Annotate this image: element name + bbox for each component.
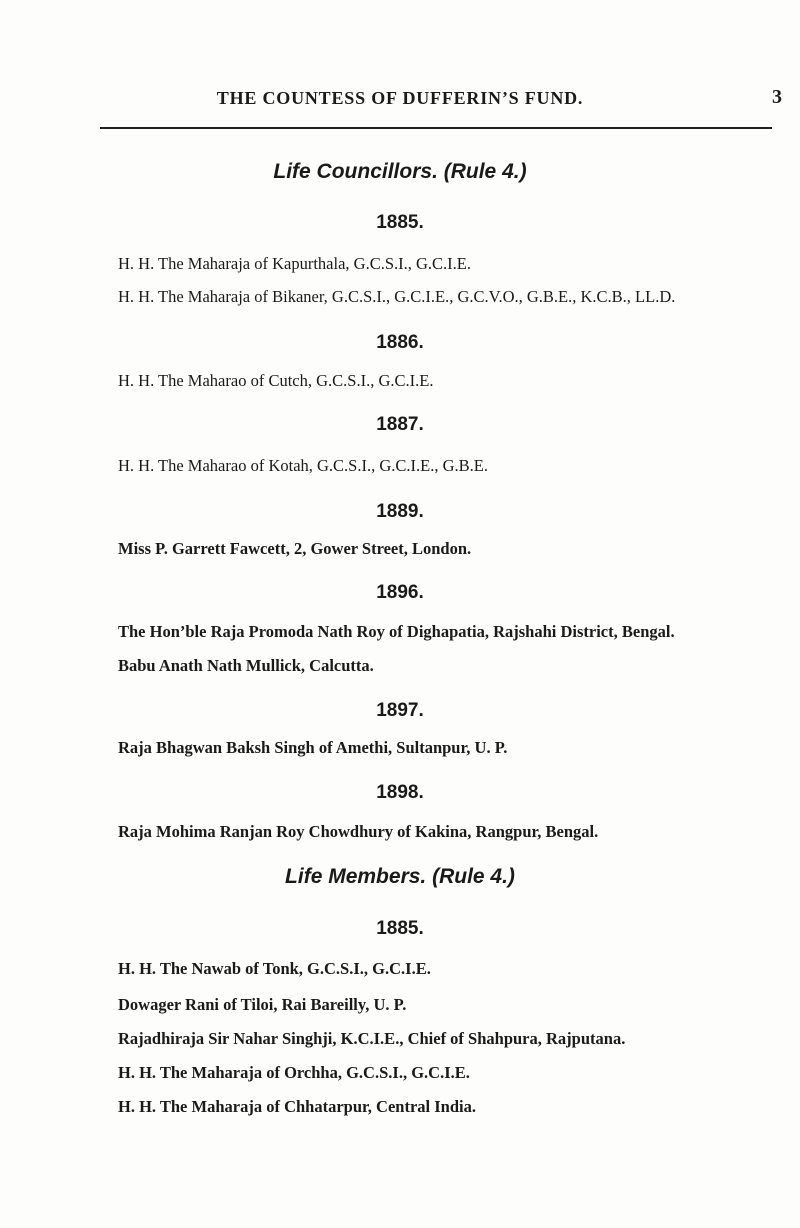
year-heading: 1897. [376,700,424,721]
year-heading: 1887. [376,414,424,435]
entry: Rajadhiraja Sir Nahar Singhji, K.C.I.E., Chief of Shahpura, Rajputana. [118,1029,626,1048]
running-title: THE COUNTESS OF DUFFERIN’S FUND. [216,88,584,108]
entry: Babu Anath Nath Mullick, Calcutta. [118,656,374,675]
entry: H. H. The Maharaja of Bikaner, G.C.S.I., G.C.I.E., G.C.V.O., G.B.E., K.C.B., LL.D. [118,287,676,306]
header-rule [100,127,772,129]
entry: H. H. The Maharaja of Chhatarpur, Central India. [118,1097,476,1116]
entry: Miss P. Garrett Fawcett, 2, Gower Street, London. [118,539,472,558]
page-number: 3 [772,86,782,108]
year-heading: 1885. [376,918,424,939]
entry: H. H. The Maharao of Kotah, G.C.S.I., G.C.I.E., G.B.E. [118,456,488,475]
entry: The Hon’ble Raja Promoda Nath Roy of Dighapatia, Rajshahi District, Bengal. [118,622,675,641]
entry: H. H. The Maharaja of Orchha, G.C.S.I., G.C.I.E. [118,1063,470,1082]
entry: H. H. The Maharaja of Kapurthala, G.C.S.I., G.C.I.E. [118,254,471,273]
year-heading: 1886. [376,332,424,353]
entry: Dowager Rani of Tiloi, Rai Bareilly, U. P. [118,995,407,1014]
year-heading: 1885. [376,212,424,233]
entry: H. H. The Maharao of Cutch, G.C.S.I., G.C.I.E. [118,371,434,390]
entry: Raja Mohima Ranjan Roy Chowdhury of Kakina, Rangpur, Bengal. [118,822,599,841]
entry: Raja Bhagwan Baksh Singh of Amethi, Sultanpur, U. P. [118,738,508,757]
year-heading: 1898. [376,782,424,803]
year-heading: 1896. [376,582,424,603]
year-heading: 1889. [376,501,424,522]
section-heading-life-members: Life Members. (Rule 4.) [285,865,515,888]
entry: H. H. The Nawab of Tonk, G.C.S.I., G.C.I.E. [118,959,431,978]
section-heading-life-councillors: Life Councillors. (Rule 4.) [273,160,527,183]
